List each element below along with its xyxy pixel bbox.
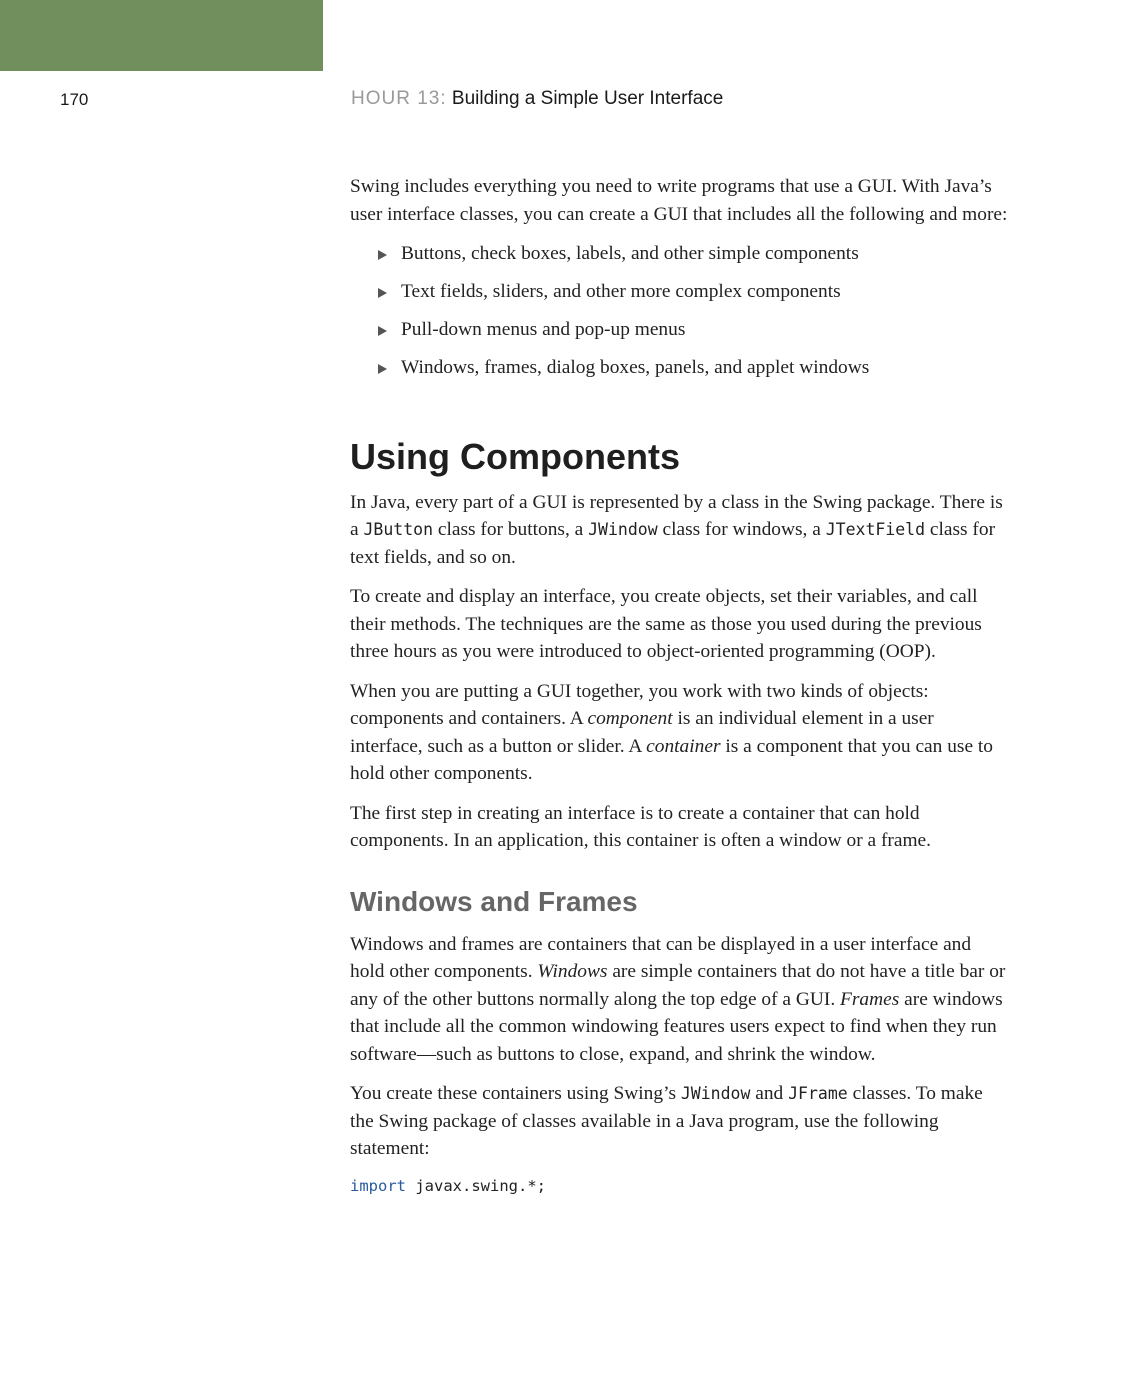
text-run: When you are putting a GUI together, you work with two kinds of objects: components and containers. A bbox=[350, 680, 929, 729]
text-run: Windows and frames are containers that can be displayed in a user interface and hold other components. bbox=[350, 933, 972, 982]
emphasis-term: Windows bbox=[537, 961, 608, 982]
code-term: JFrame bbox=[788, 1084, 848, 1103]
section-heading-windows-and-frames: Windows and Frames bbox=[350, 885, 638, 917]
chapter-title: Building a Simple User Interface bbox=[451, 88, 724, 109]
windows-frames-paragraph-2 bbox=[350, 1080, 1010, 1163]
list-item bbox=[378, 240, 1010, 268]
text-run: classes. To make the Swing package of classes available in a Java program, use the following statement: bbox=[350, 1083, 983, 1159]
using-components-paragraph-1 bbox=[350, 489, 1010, 572]
intro-paragraph: Swing includes everything you need to write programs that use a GUI. With Java’s user interface classes, you can create a GUI that includes all the following and more: bbox=[350, 176, 1008, 225]
emphasis-term: container bbox=[646, 735, 721, 757]
list-item bbox=[378, 278, 1010, 306]
page-content bbox=[350, 173, 1010, 1197]
code-term: JTextField bbox=[825, 520, 926, 539]
text-run: class for windows, a bbox=[657, 519, 826, 540]
emphasis-term: Frames bbox=[840, 988, 900, 1010]
triangle-bullet-icon bbox=[378, 326, 387, 336]
list-item-text: Pull-down menus and pop-up menus bbox=[401, 319, 686, 340]
text-run: are windows that include all the common windowing features users expect to find when they run software—such as buttons to close, expand, and shrink the window. bbox=[350, 988, 1003, 1065]
page-number: 170 bbox=[60, 90, 89, 109]
list-item bbox=[378, 354, 1010, 382]
text-run: You create these containers using Swing’s bbox=[350, 1083, 681, 1104]
hour-label: HOUR 13: bbox=[351, 88, 447, 109]
text-run: is a component that you can use to hold other components. bbox=[350, 735, 993, 784]
using-components-paragraph-4: The first step in creating an interface is to create a container that can hold components. In an application, this container is often a window or a frame. bbox=[350, 802, 932, 851]
code-term: JWindow bbox=[680, 1084, 751, 1103]
text-run: are simple containers that do not have a title bar or any of the other buttons normally along the top edge of a GUI. bbox=[350, 961, 1006, 1010]
running-head bbox=[351, 88, 723, 110]
text-run: is an individual element in a user interface, such as a button or slider. A bbox=[350, 708, 934, 757]
list-item bbox=[378, 316, 1010, 344]
code-text: javax.swing.*; bbox=[406, 1176, 546, 1195]
using-components-paragraph-3 bbox=[350, 678, 1010, 788]
text-run: class for text fields, and so on. bbox=[350, 519, 996, 568]
triangle-bullet-icon bbox=[378, 364, 387, 374]
code-term: JWindow bbox=[588, 520, 658, 539]
text-run: and bbox=[750, 1083, 789, 1104]
header-color-tab bbox=[0, 0, 323, 71]
triangle-bullet-icon bbox=[378, 288, 387, 298]
code-listing bbox=[350, 1175, 1010, 1197]
list-item-text: Text fields, sliders, and other more complex components bbox=[401, 281, 841, 302]
section-heading-using-components: Using Components bbox=[350, 435, 680, 477]
feature-list bbox=[350, 240, 1010, 382]
list-item-text: Buttons, check boxes, labels, and other simple components bbox=[401, 243, 859, 264]
emphasis-term: component bbox=[587, 708, 673, 729]
triangle-bullet-icon bbox=[378, 250, 387, 260]
windows-frames-paragraph-1 bbox=[350, 931, 1010, 1069]
text-run: class for buttons, a bbox=[433, 519, 589, 540]
code-keyword: import bbox=[350, 1176, 406, 1195]
using-components-paragraph-2: To create and display an interface, you create objects, set their variables, and call their methods. The techniques are the same as those you used during the previous three hours as you were introduced to object-oriented programming (OOP). bbox=[350, 586, 982, 662]
text-run: In Java, every part of a GUI is represented by a class in the Swing package. There is a bbox=[350, 491, 1003, 540]
code-term: JButton bbox=[363, 520, 434, 539]
list-item-text: Windows, frames, dialog boxes, panels, and applet windows bbox=[401, 357, 870, 378]
